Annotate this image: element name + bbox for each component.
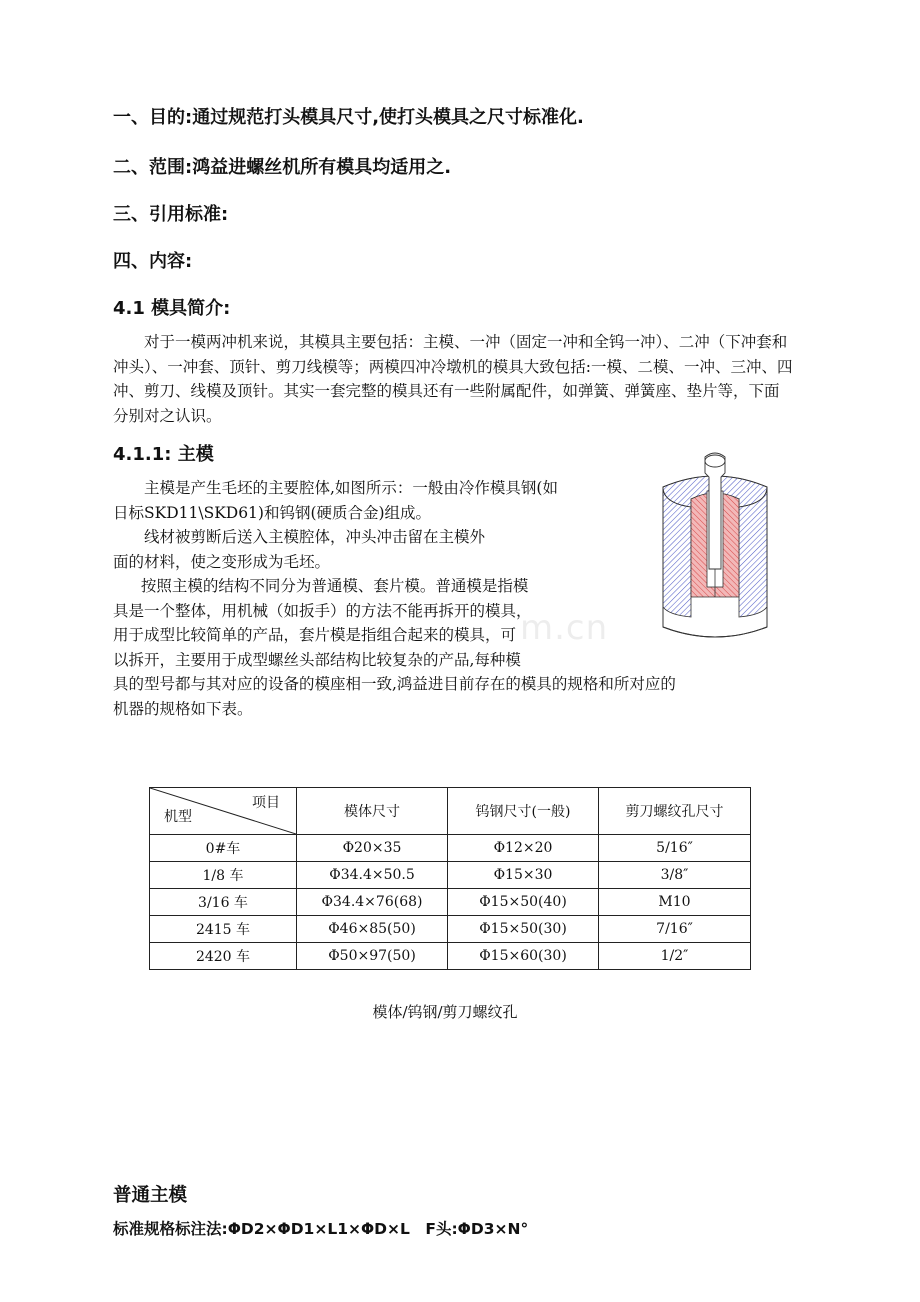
column-header: 钨钢尺寸(一般)	[448, 788, 599, 835]
table-cell: 1/2″	[599, 943, 751, 970]
main-die-line: 具是一个整体，用机械（如扳手）的方法不能再拆开的模具，	[113, 601, 532, 620]
main-die-line: 主模是产生毛坯的主要腔体,如图所示：一般由冷作模具钢(如	[144, 479, 558, 497]
table-cell: 3/8″	[599, 862, 751, 889]
main-die-line: 按照主模的结构不同分为普通模、套片模。普通模是指模	[140, 577, 529, 595]
table-cell: 5/16″	[599, 835, 751, 862]
heading-4-1-1: 4.1.1: 主模	[113, 444, 214, 465]
heading-normal-main-die: 普通主模	[113, 1185, 188, 1206]
table-cell: 3/16 车	[150, 889, 297, 916]
main-die-line: 面的材料，使之变形成为毛坯。	[113, 552, 331, 571]
table-cell: 7/16″	[599, 916, 751, 943]
spec-notation: 标准规格标注法:ΦD2×ΦD1×L1×ΦD×L F头:ΦD3×N°	[113, 1220, 529, 1238]
heading-reference-standard: 三、引用标准:	[113, 204, 229, 225]
heading-4-1: 4.1 模具简介:	[113, 298, 231, 319]
main-die-line: 线材被剪断后送入主模腔体，冲头冲击留在主模外	[144, 528, 486, 546]
table-cell: Φ34.4×76(68)	[297, 889, 448, 916]
paragraph-4-1: 对于一模两冲机来说，其模具主要包括：主模、一冲（固定一冲和全钨一冲）、二冲（下冲套和冲头）、一冲套、顶针、剪刀线模等；两模四冲冷墩机的模具大致包括:一模、二模、一冲、三冲、四冲、剪刀、线模及顶针。其实一套完整的模具还有一些附属配件，如弹簧、弹簧座、垫片等，下面分别对之认识。	[113, 333, 793, 425]
table-cell: Φ34.4×50.5	[297, 862, 448, 889]
table-row	[150, 835, 751, 862]
table-header-row	[150, 788, 751, 835]
table-caption: 模体/钨钢/剪刀螺纹孔	[372, 1003, 518, 1021]
table-cell: Φ15×30	[448, 862, 599, 889]
table-cell: Φ46×85(50)	[297, 916, 448, 943]
paragraph-main-die	[113, 476, 676, 721]
table-row	[150, 916, 751, 943]
watermark-text: m.cn	[520, 608, 609, 648]
table-row	[150, 943, 751, 970]
main-die-cutaway-illustration	[655, 447, 775, 647]
table-cell: Φ50×97(50)	[297, 943, 448, 970]
table-cell: 2420 车	[150, 943, 297, 970]
main-die-line: 以拆开，主要用于成型螺丝头部结构比较复杂的产品,每种模	[113, 650, 521, 669]
heading-purpose: 一、目的:通过规范打头模具尺寸,使打头模具之尺寸标准化.	[113, 107, 584, 128]
table-cell: Φ15×50(30)	[448, 916, 599, 943]
die-spec-table	[149, 787, 751, 970]
table-cell: Φ15×50(40)	[448, 889, 599, 916]
header-model-label: 机型	[164, 809, 192, 825]
table-cell: Φ12×20	[448, 835, 599, 862]
column-header: 剪刀螺纹孔尺寸	[599, 788, 751, 835]
column-header: 模体尺寸	[297, 788, 448, 835]
heading-content: 四、内容:	[113, 251, 193, 272]
main-die-line: 日标SKD11\SKD61)和钨钢(硬质合金)组成。	[113, 503, 432, 522]
table-cell: 2415 车	[150, 916, 297, 943]
table-cell: 0#车	[150, 835, 297, 862]
heading-scope: 二、范围:鸿益进螺丝机所有模具均适用之.	[113, 157, 452, 178]
table-cell: Φ20×35	[297, 835, 448, 862]
diagonal-header-cell	[150, 788, 297, 835]
table-row	[150, 889, 751, 916]
table-cell: Φ15×60(30)	[448, 943, 599, 970]
header-item-label: 项目	[252, 795, 280, 811]
main-die-line: 具的型号都与其对应的设备的模座相一致,鸿益进目前存在的模具的规格和所对应的	[113, 675, 676, 693]
main-die-line: 用于成型比较简单的产品，套片模是指组合起来的模具，可	[113, 626, 517, 644]
main-die-line: 机器的规格如下表。	[113, 699, 253, 718]
table-row	[150, 862, 751, 889]
table-cell: M10	[599, 889, 751, 916]
table-cell: 1/8 车	[150, 862, 297, 889]
